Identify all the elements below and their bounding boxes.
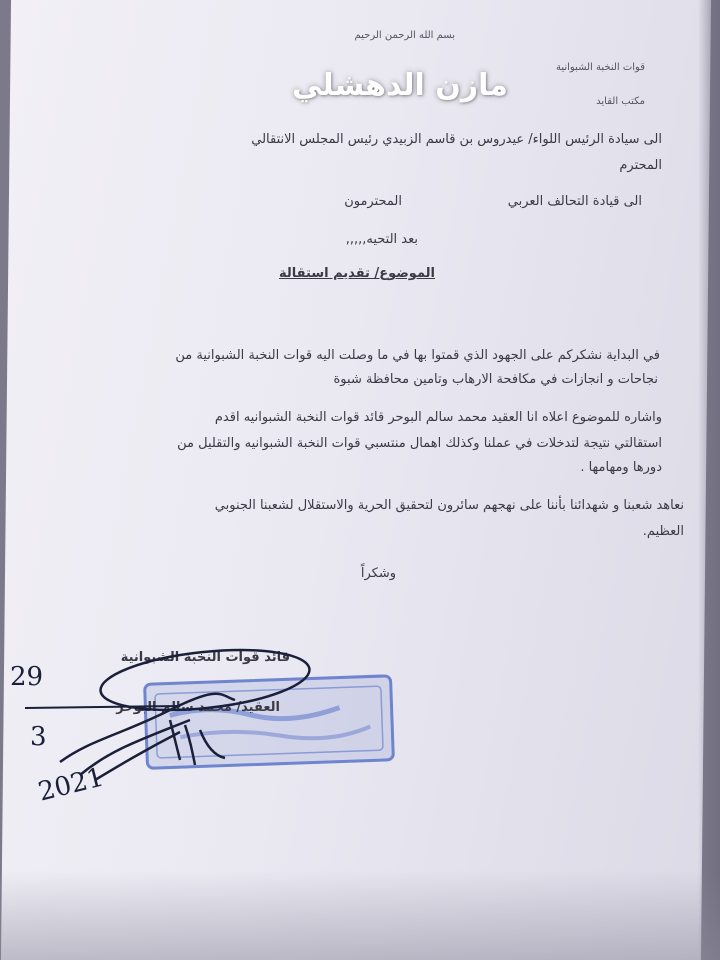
paragraph-2-line-2: استقالتي نتيجة لتدخلات في عملنا وكذلك اهمال منتسبي قوات النخبة الشبوانيه والتقليل من bbox=[177, 436, 662, 451]
paragraph-1-line-2: نجاحات و انجازات في مكافحة الارهاب وتامين محافظة شبوة bbox=[333, 372, 658, 387]
addressee-line2: المحترم bbox=[619, 158, 662, 173]
signature-title: قائد قوات النخبة الشبوانية bbox=[120, 650, 290, 665]
paragraph-3-line-2: العظيم. bbox=[642, 524, 684, 539]
org-office: مكتب القايد bbox=[596, 96, 645, 107]
overlay-name: مازن الدهشلي bbox=[292, 68, 508, 103]
paragraph-2-line-1: واشاره للموضوع اعلاه انا العقيد محمد سالم البوحر قائد قوات النخبة الشبوانيه اقدم bbox=[214, 410, 662, 425]
paper-shadow-right bbox=[698, 0, 720, 960]
org-name: قوات النخبة الشبوانية bbox=[555, 62, 645, 73]
paragraph-3-line-1: نعاهد شعبنا و شهدائنا بأننا على نهجهم سائرون لتحقيق الحرية والاستقلال لشعبنا الجنوبي bbox=[214, 498, 684, 513]
addressee-line1: الى سيادة الرئيس اللواء/ عيدروس بن قاسم الزبيدي رئيس المجلس الانتقالي bbox=[251, 132, 662, 147]
handwritten-year: 2021 bbox=[35, 762, 107, 808]
handwritten-month: 3 bbox=[30, 722, 47, 752]
signature-name: العقيد/ محمد سالم البوحر bbox=[116, 700, 280, 715]
handwritten-day: 29 bbox=[10, 662, 44, 692]
addressee-coalition-honorific: المحترمون bbox=[344, 194, 402, 209]
subject: الموضوع/ تقديم استقالة bbox=[279, 266, 435, 281]
greeting: بعد التحيه,,,,, bbox=[345, 232, 418, 247]
basmala: بسم الله الرحمن الرحيم bbox=[354, 30, 455, 41]
addressee-coalition: الى قيادة التحالف العربي bbox=[507, 194, 642, 209]
paragraph-1-line-1: في البداية نشكركم على الجهود الذي قمتوا بها في ما وصلت اليه قوات النخبة الشبوانية من bbox=[175, 348, 660, 363]
paragraph-2-line-3: دورها ومهامها . bbox=[580, 460, 662, 475]
paper-shadow-bottom bbox=[0, 870, 720, 960]
closing-thanks: وشكراً bbox=[360, 566, 396, 581]
